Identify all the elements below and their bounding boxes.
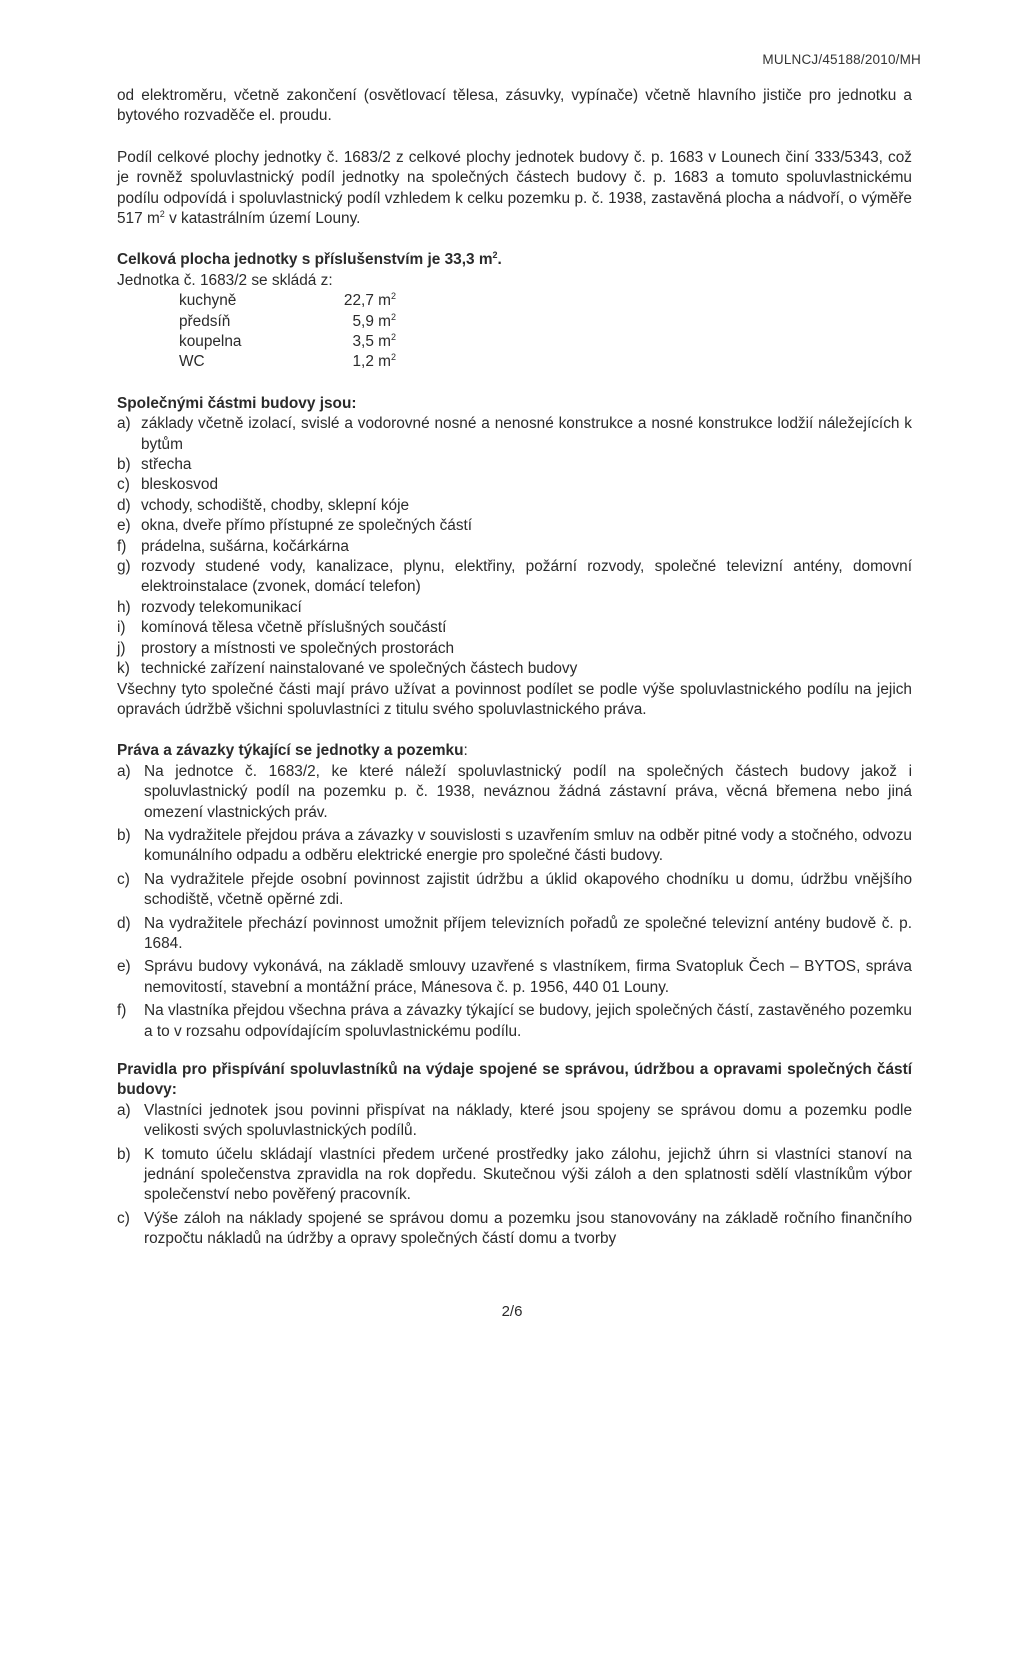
list-item: i) komínová tělesa včetně příslušných součástí [117,619,447,637]
share-paragraph: Podíl celkové plochy jednotky č. 1683/2 z celkové plochy jednotek budovy č. p. 1683 v Lounech činí 333/5343, což je rovněž spoluvlastnický podíl jednotky na společných částech budovy č. p. 1683 a tomuto spoluvlastnickému podílu odpovídá i spoluvlastnický podíl vzhledem k celku pozemku p. č. 1938, zastavěná plocha a nádvoří, o výměře 517 $m^2$ v katastrálním území Louny. [117,148,912,228]
rights-title: Práva a závazky týkající se jednotky a pozemku: [117,742,468,760]
list-item: c) bleskosvod [117,476,218,494]
room-row: kuchyně 22,7 $m^2$ [179,291,396,310]
list-item: j) prostory a místnosti ve společných prostorách [117,639,455,657]
room-row: koupelna 3,5 $m^2$ [179,332,396,351]
list-item: f) Na vlastníka přejdou všechna práva a závazky týkající se budovy, jejich společných částí, zastavěného pozemku a to v rozsahu odpovídajícím spoluvlastnickému podílu. [117,1002,912,1040]
list-item: g) rozvody studené vody, kanalizace, plynu, elektřiny, požární rozvody, společné televizní antény, domovní elektroinstalace (zvonek, domácí telefon) [117,558,912,596]
common-parts-list [117,414,912,679]
intro-paragraph: od elektroměru, včetně zakončení (osvětlovací tělesa, zásuvky, vypínače) včetně hlavního jističe pro jednotku a bytového rozvaděče el. proudu. [117,87,912,125]
list-item: c) Výše záloh na náklady spojené se správou domu a pozemku jsou stanovovány na základě ročního finančního rozpočtu nákladů na údržby a opravy společných částí domu a tvorby [117,1209,912,1248]
list-item: e) Správu budovy vykonává, na základě smlouvy uzavřené s vlastníkem, firma Svatopluk Čech – BYTOS, správa nemovitostí, stavební a montážní práce, Mánesova č. p. 1956, 440 01 Louny. [117,958,912,996]
unit-intro: Jednotka č. 1683/2 se skládá z: [117,271,333,289]
list-item: b) Na vydražitele přejdou práva a závazky v souvislosti s uzavřením smluv na odběr pitné vody a stočného, odvozu komunálního odpadu a odběru elektrické energie pro společné části budovy. [117,826,912,865]
list-item: a) Na jednotce č. 1683/2, ke které náleží spoluvlastnický podíl na společných částech budovy jakož i spoluvlastnický podíl na pozemku p. č. 1938, neváznou žádná zástavní práva, věcná břemena nebo jiná omezení vlastnických práv. [117,762,912,821]
common-parts-title: Společnými částmi budovy jsou: [117,394,357,412]
rules-title: Pravidla pro přispívání spoluvlastníků na výdaje spojené se správou, údržbou a opravami společných částí budovy: [117,1061,912,1099]
rules-list [117,1101,912,1250]
rights-list [117,762,912,1042]
list-item: b) K tomuto účelu skládají vlastníci předem určené prostředky jako zálohu, jejichž úhrn si vlastníci stanoví na jednání společenstva zpravidla na rok dopředu. Skutečnou výši záloh a den splatnosti sdělí vlastníkům výbor společenství nebo pověřený pracovník. [117,1145,912,1204]
room-row: WC 1,2 $m^2$ [179,352,396,371]
list-item: d) Na vydražitele přechází povinnost umožnit příjem televizních pořadů ze společné televizní antény budově č. p. 1684. [117,914,912,952]
list-item: h) rozvody telekomunikací [117,598,302,616]
room-row: předsíň 5,9 $m^2$ [179,311,396,330]
document-body [117,86,912,1253]
list-item: k) technické zařízení nainstalované ve společných částech budovy [117,660,578,678]
list-item: f) prádelna, sušárna, kočárkárna [117,537,349,555]
list-item: c) Na vydražitele přejde osobní povinnost zajistit údržbu a úklid okapového chodníku u domu, údržbu vnějšího schodiště, včetně opěrné zdi. [117,870,912,909]
document-reference: MULNCJ/45188/2010/MH [762,52,921,67]
list-item: a) základy včetně izolací, svislé a vodorovné nosné a nenosné konstrukce a nosné konstrukce lodžií náležejících k bytům [117,415,912,453]
list-item: d) vchody, schodiště, chodby, sklepní kóje [117,496,410,514]
page-number: 2/6 [501,1303,523,1320]
total-area: Celková plocha jednotky s příslušenstvím je 33,3 $m^2$. [117,250,502,269]
room-list [179,291,912,373]
list-item: e) okna, dveře přímo přístupné ze společných částí [117,517,473,535]
common-parts-closing: Všechny tyto společné části mají právo užívat a povinnost podílet se podle výše spoluvlastnického podílu na jejich opravách údržbě všichni spoluvlastníci z titulu svého spoluvlastnického práva. [117,680,912,718]
list-item: b) střecha [117,456,192,474]
list-item: a) Vlastníci jednotek jsou povinni přispívat na náklady, které jsou spojeny se správou domu a pozemku podle velikosti svých spoluvlastnických podílů. [117,1101,912,1140]
